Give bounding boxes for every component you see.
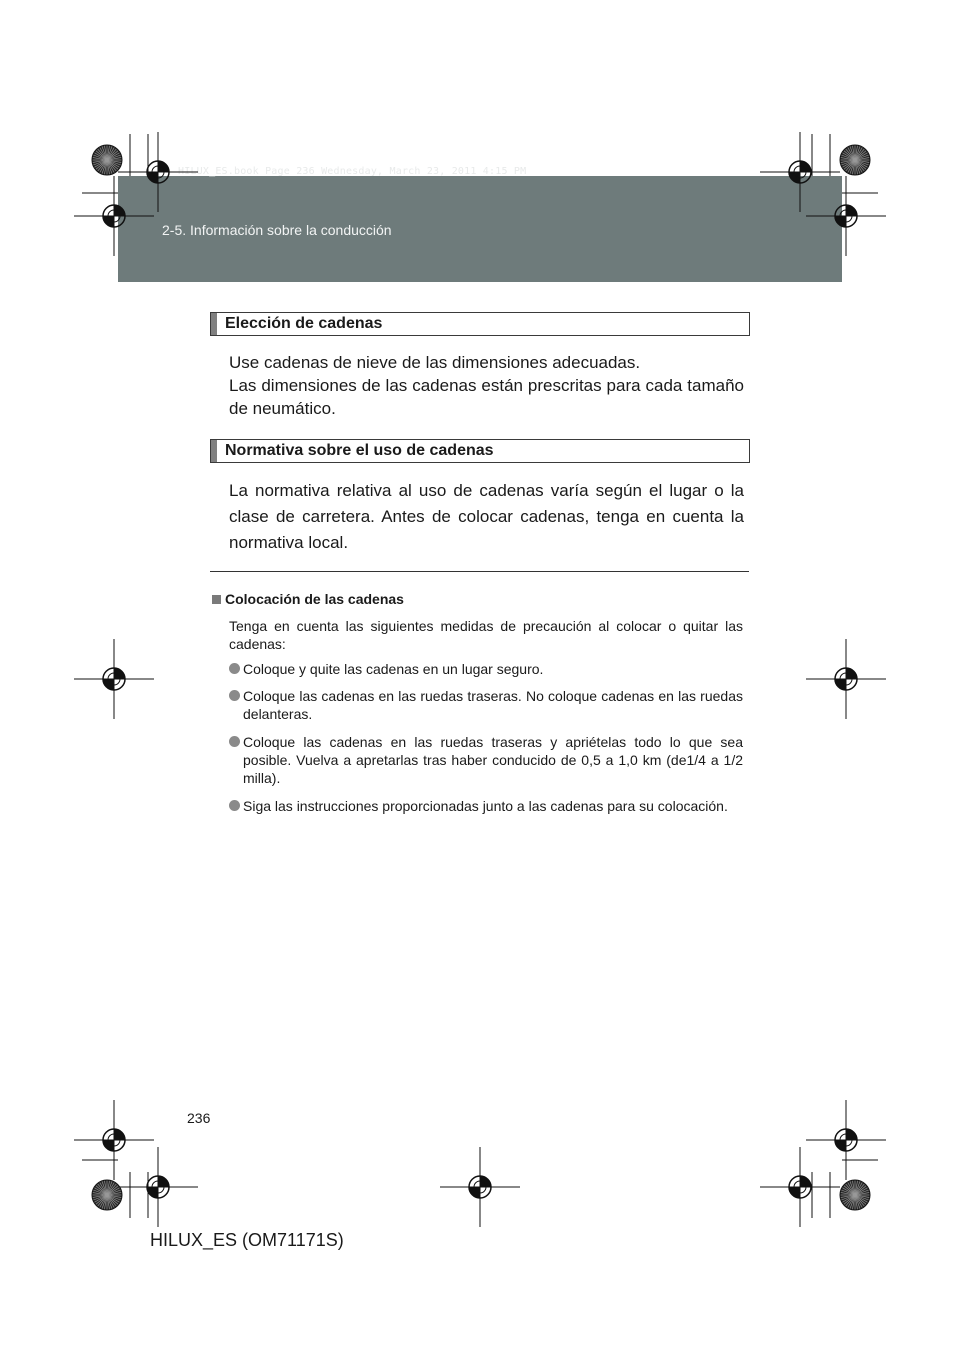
registration-target-icon xyxy=(440,1147,520,1227)
registration-target-icon xyxy=(74,1100,154,1180)
page-number: 236 xyxy=(187,1110,211,1126)
section-title: Normativa sobre el uso de cadenas xyxy=(225,442,494,459)
registration-target-icon xyxy=(806,639,886,719)
paragraph: Use cadenas de nieve de las dimensiones adecuadas. xyxy=(229,353,641,372)
registration-target-icon xyxy=(760,132,840,212)
section-title: Elección de cadenas xyxy=(225,315,383,332)
document-code: HILUX_ES (OM71171S) xyxy=(150,1230,344,1250)
note-heading-label: Colocación de las cadenas xyxy=(225,591,404,607)
registration-target-icon xyxy=(806,176,886,256)
list-item-text: Coloque las cadenas en las ruedas traseras. No coloque cadenas en las ruedas delanteras. xyxy=(243,688,743,722)
list-item-text: Siga las instrucciones proporcionadas junto a las cadenas para su colocación. xyxy=(243,798,728,814)
paragraph: Las dimensiones de las cadenas están prescritas para cada tamaño de neumático. xyxy=(229,376,744,418)
registration-target-icon xyxy=(760,1147,840,1227)
section-breadcrumb: 2-5. Información sobre la conducción xyxy=(162,222,392,238)
note-intro: Tenga en cuenta las siguientes medidas de precaución al colocar o quitar las cadenas: xyxy=(229,618,743,652)
list-item-text: Coloque las cadenas en las ruedas traseras y apriételas todo lo que sea posible. Vuelva a apretarlas tras haber conducido de 0,5 a 1,0 km (de1/4 a 1/2 milla). xyxy=(243,734,743,786)
starburst-mark-icon xyxy=(92,1180,122,1210)
registration-target-icon xyxy=(74,639,154,719)
registration-target-icon xyxy=(806,1100,886,1180)
list-item-text: Coloque y quite las cadenas en un lugar seguro. xyxy=(243,661,544,677)
book-stamp: HILUX_ES.book Page 236 Wednesday, March 23, 2011 4:15 PM xyxy=(178,166,527,177)
registration-target-icon xyxy=(74,176,154,256)
starburst-mark-icon xyxy=(840,1180,870,1210)
paragraph: La normativa relativa al uso de cadenas varía según el lugar o la clase de carretera. Antes de colocar cadenas, tenga en cuenta la normativa local. xyxy=(229,481,744,552)
starburst-mark-icon xyxy=(92,145,122,175)
starburst-mark-icon xyxy=(840,145,870,175)
